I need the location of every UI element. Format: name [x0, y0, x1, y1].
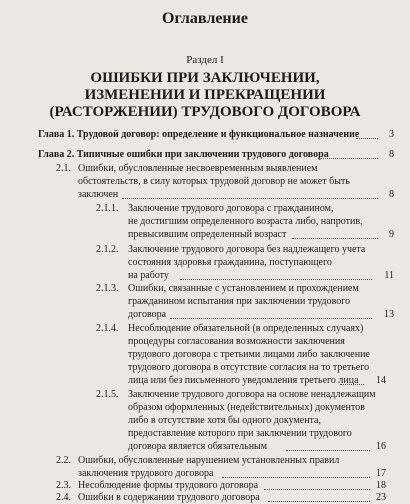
toc-number: 2.1.2.: [96, 244, 119, 255]
toc-entry-line: Ошибки, обусловленные несвоевременным выявлением: [78, 163, 318, 174]
toc-entry-line: гражданином испытания при заключении трудового: [128, 296, 351, 307]
toc-entry-line: заключен: [78, 189, 119, 200]
page-title: Оглавление: [162, 10, 248, 27]
toc-page: 14: [376, 375, 386, 386]
section-title-line: (РАСТОРЖЕНИИ) ТРУДОВОГО ДОГОВОРА: [49, 104, 361, 120]
toc-page: 8: [389, 149, 394, 160]
toc-page: 13: [384, 309, 394, 320]
toc-entry-line: процедуры согласования возможности заключения: [128, 336, 345, 347]
section-title-line: ОШИБКИ ПРИ ЗАКЛЮЧЕНИИ,: [90, 70, 320, 86]
toc-entry-line: договора: [128, 309, 167, 320]
toc-chapter-1: Глава 1. Трудовой договор: определение и функциональное назначение: [38, 129, 360, 140]
toc-number: 2.1.4.: [96, 323, 119, 334]
toc-entry-line: лица или без письменного уведомления третьего лица: [128, 375, 359, 386]
toc-entry-line: либо в отсутствие хотя бы одного документа,: [128, 415, 321, 426]
toc-entry-line: Заключение трудового договора без надлежащего учета: [128, 244, 366, 255]
leader-dots: [340, 384, 364, 385]
toc-page: 18: [376, 480, 386, 491]
toc-number: 2.1.5.: [96, 389, 119, 400]
toc-entry-line: заключения трудового договора: [78, 468, 214, 479]
toc-number: 2.1.3.: [96, 283, 119, 294]
toc-entry-line: Несоблюдение обязательной (в определенных случаях): [128, 323, 364, 334]
toc-entry-line: Заключение трудового договора с гражданином,: [128, 203, 334, 214]
toc-page: 16: [376, 441, 386, 452]
toc-page: 23: [376, 492, 386, 503]
toc-entry-line: Ошибки, связанные с установлением и прохождением: [128, 283, 359, 294]
toc-number: 2.1.: [56, 163, 71, 174]
toc-entry-line: обстоятельств, в силу которых трудовой договор не может быть: [78, 176, 350, 187]
toc-page: 11: [384, 270, 394, 281]
toc-entry-line: предоставление которого при заключении трудового: [128, 428, 352, 439]
leader-dots: [292, 238, 378, 239]
leader-dots: [170, 318, 372, 319]
toc-entry-line: трудового договора в отсутствие согласия на то третьего: [128, 362, 370, 373]
toc-chapter-2: Глава 2. Типичные ошибки при заключении трудового договора: [38, 149, 329, 160]
toc-entry-line: договора является обязательным: [128, 441, 268, 452]
toc-page: 8: [389, 189, 394, 200]
toc-entry-line: Ошибки в содержании трудового договора: [78, 492, 260, 503]
section-title: [40, 70, 370, 121]
toc-page: 17: [376, 468, 386, 479]
toc-entry-line: состояния здоровья гражданина, поступающего: [128, 257, 332, 268]
leader-dots: [180, 279, 372, 280]
toc-entry-line: Несоблюдение формы трудового договора: [78, 480, 259, 491]
leader-dots: [318, 158, 378, 159]
toc-entry-line: образом оформленных (недействительных) документов: [128, 402, 365, 413]
toc-entry-line: не достигшим определенного возраста либо, напротив,: [128, 216, 363, 227]
leader-dots: [122, 198, 378, 199]
section-label: Раздел I: [186, 54, 224, 66]
toc-entry-line: трудового договора с третьими лицами либо заключение: [128, 349, 370, 360]
toc-entry-line: превысившим определенный возраст: [128, 229, 287, 240]
toc-entry-line: Заключение трудового договора на основе ненадлежащим: [128, 389, 376, 400]
leader-dots: [222, 477, 370, 478]
toc-page: 3: [389, 129, 394, 140]
toc-entry-line: Ошибки, обусловленные нарушением установленных правил: [78, 455, 340, 466]
leader-dots: [264, 489, 370, 490]
toc-number: 2.4.: [56, 492, 71, 503]
toc-entry-line: на работу: [128, 270, 169, 281]
toc-number: 2.2.: [56, 455, 71, 466]
section-title-line: ИЗМЕНЕНИИ И ПРЕКРАЩЕНИИ: [84, 87, 326, 103]
toc-number: 2.1.1.: [96, 203, 119, 214]
leader-dots: [286, 450, 370, 451]
toc-page: 9: [389, 229, 394, 240]
leader-dots: [268, 501, 370, 502]
toc-number: 2.3.: [56, 480, 71, 491]
